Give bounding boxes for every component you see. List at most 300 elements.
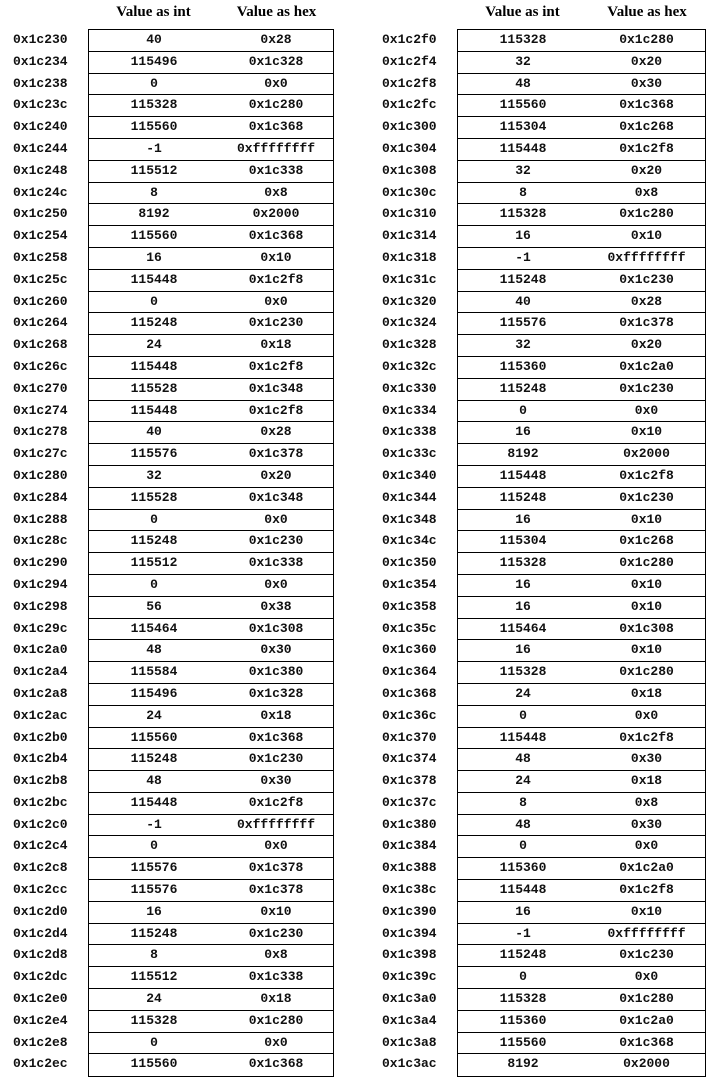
memory-address: 0x1c36c: [382, 707, 437, 723]
value-int-cell: 115576: [130, 860, 178, 876]
table-row: [458, 531, 705, 553]
table-row: [458, 139, 705, 161]
value-int-cell: 16: [146, 903, 162, 919]
table-row: [458, 74, 705, 96]
value-hex-cell: 0x1c2f8: [248, 794, 304, 810]
memory-address: 0x1c308: [382, 162, 437, 178]
table-row: [458, 117, 705, 139]
value-hex-cell: 0x1c378: [248, 860, 304, 876]
table-row: [458, 248, 705, 270]
value-hex-cell: 0x1c268: [619, 533, 674, 549]
value-int-cell: 16: [515, 576, 531, 592]
value-int-cell: 0: [150, 576, 158, 592]
table-row: [89, 575, 333, 597]
table-row: [89, 226, 333, 248]
value-hex-cell: 0x1c378: [619, 315, 674, 331]
memory-address: 0x1c304: [382, 140, 437, 156]
value-hex-cell: 0x1c378: [248, 882, 304, 898]
value-int-cell: 115464: [130, 620, 178, 636]
value-hex-cell: 0x1c308: [619, 620, 674, 636]
value-int-cell: 0: [519, 838, 527, 854]
table-row: [89, 444, 333, 466]
memory-address: 0x1c258: [13, 249, 68, 265]
memory-address: 0x1c2e4: [13, 1012, 68, 1028]
table-row: [89, 662, 333, 684]
memory-address: 0x1c264: [13, 315, 68, 331]
memory-address: 0x1c32c: [382, 358, 437, 374]
value-int-cell: 115512: [130, 555, 178, 571]
value-int-cell: 115560: [130, 729, 178, 745]
table-row: [89, 117, 333, 139]
memory-address: 0x1c24c: [13, 184, 68, 200]
value-int-cell: 115304: [499, 119, 547, 135]
table-row: [458, 640, 705, 662]
value-hex-cell: 0xffffffff: [236, 140, 315, 156]
memory-address: 0x1c374: [382, 751, 437, 767]
value-hex-cell: 0x1c2f8: [619, 882, 674, 898]
header-value-as-hex: Value as hex: [607, 4, 687, 20]
memory-address: 0x1c260: [13, 293, 68, 309]
memory-address: 0x1c26c: [13, 358, 68, 374]
value-int-cell: 56: [146, 598, 162, 614]
table-row: [458, 684, 705, 706]
value-hex-cell: 0x20: [630, 162, 663, 178]
table-row: [458, 728, 705, 750]
value-hex-cell: 0x2000: [252, 206, 300, 222]
value-int-cell: 115248: [130, 315, 178, 331]
memory-address: 0x1c290: [13, 555, 68, 571]
memory-address: 0x1c39c: [382, 969, 437, 985]
memory-address: 0x1c278: [13, 424, 68, 440]
value-hex-cell: 0x1c280: [619, 206, 674, 222]
value-int-cell: 115496: [130, 53, 178, 69]
value-int-cell: 115448: [499, 729, 547, 745]
value-hex-cell: 0x30: [260, 773, 292, 789]
value-hex-cell: 0x1c2a0: [619, 860, 674, 876]
value-hex-cell: 0x1c280: [619, 32, 674, 47]
table-row: [458, 30, 705, 52]
table-row: [458, 967, 705, 989]
value-int-cell: 32: [515, 53, 531, 69]
memory-address: 0x1c368: [382, 685, 437, 701]
value-hex-cell: 0x1c230: [248, 315, 304, 331]
memory-address: 0x1c2b4: [13, 751, 68, 767]
value-int-cell: 115576: [499, 315, 547, 331]
memory-address: 0x1c300: [382, 119, 437, 135]
table-row: [458, 226, 705, 248]
memory-address: 0x1c238: [13, 75, 68, 91]
value-int-cell: 115560: [130, 119, 178, 135]
table-row: [89, 684, 333, 706]
memory-address: 0x1c2d8: [13, 947, 68, 963]
memory-address: 0x1c320: [382, 293, 437, 309]
value-int-cell: 48: [515, 751, 531, 767]
memory-address: 0x1c234: [13, 53, 68, 69]
value-int-cell: 0: [519, 707, 527, 723]
memory-address: 0x1c2f0: [382, 32, 437, 47]
value-int-cell: -1: [515, 925, 531, 941]
value-hex-cell: 0x18: [630, 685, 663, 701]
table-row: [89, 270, 333, 292]
table-row: [89, 640, 333, 662]
value-hex-cell: 0x1c230: [248, 533, 304, 549]
table-row: [458, 597, 705, 619]
memory-address: 0x1c2b8: [13, 773, 68, 789]
value-int-cell: 115560: [499, 1034, 547, 1050]
value-hex-cell: 0x18: [260, 707, 292, 723]
table-row: [89, 989, 333, 1011]
value-int-cell: 8192: [507, 446, 539, 462]
memory-address: 0x1c328: [382, 337, 437, 353]
value-hex-cell: 0x1c368: [619, 97, 674, 113]
value-hex-cell: 0xffffffff: [607, 925, 686, 941]
table-row: [89, 52, 333, 74]
value-hex-cell: 0x0: [264, 838, 288, 854]
memory-address: 0x1c244: [13, 140, 68, 156]
value-hex-cell: 0x1c338: [248, 969, 304, 985]
value-int-cell: 8: [150, 947, 158, 963]
value-hex-cell: 0x30: [630, 751, 663, 767]
value-hex-cell: 0x10: [630, 642, 663, 658]
memory-address: 0x1c2d0: [13, 903, 68, 919]
table-row: [458, 793, 705, 815]
value-hex-cell: 0x1c2a0: [619, 358, 674, 374]
memory-address: 0x1c34c: [382, 533, 437, 549]
memory-address: 0x1c38c: [382, 882, 437, 898]
table-row: [89, 749, 333, 771]
table-row: [89, 379, 333, 401]
value-hex-cell: 0x1c368: [248, 729, 304, 745]
value-int-cell: 0: [150, 75, 158, 91]
memory-address: 0x1c378: [382, 773, 437, 789]
memory-address: 0x1c350: [382, 555, 437, 571]
memory-address: 0x1c31c: [382, 271, 437, 287]
table-row: [458, 183, 705, 205]
memory-address: 0x1c3ac: [382, 1056, 437, 1072]
value-int-cell: 8: [150, 184, 158, 200]
memory-address: 0x1c35c: [382, 620, 437, 636]
memory-address: 0x1c294: [13, 576, 68, 592]
table-row: [89, 880, 333, 902]
value-int-cell: 8: [519, 184, 527, 200]
value-hex-cell: 0x2000: [623, 1056, 670, 1072]
table-row: [458, 771, 705, 793]
table-row: [458, 858, 705, 880]
memory-address: 0x1c33c: [382, 446, 437, 462]
table-row: [458, 270, 705, 292]
header-value-as-int: Value as int: [116, 4, 191, 20]
value-hex-cell: 0x28: [260, 32, 292, 47]
value-hex-cell: 0x1c308: [248, 620, 304, 636]
value-hex-cell: 0x38: [260, 598, 292, 614]
table-row: [458, 292, 705, 314]
value-hex-cell: 0x1c230: [619, 380, 674, 396]
value-hex-cell: 0x1c2f8: [619, 140, 674, 156]
table-row: [458, 204, 705, 226]
value-int-cell: 115304: [499, 533, 547, 549]
memory-address: 0x1c248: [13, 162, 68, 178]
value-int-cell: 16: [515, 228, 531, 244]
table-row: [89, 335, 333, 357]
value-hex-cell: 0x0: [264, 511, 288, 527]
value-int-cell: -1: [146, 140, 162, 156]
memory-address: 0x1c230: [13, 32, 68, 47]
value-hex-cell: 0x1c280: [248, 1012, 304, 1028]
memory-address: 0x1c360: [382, 642, 437, 658]
memory-address: 0x1c30c: [382, 184, 437, 200]
memory-address: 0x1c384: [382, 838, 437, 854]
value-int-cell: 115248: [499, 380, 547, 396]
value-int-cell: 115248: [130, 533, 178, 549]
memory-address: 0x1c3a4: [382, 1012, 437, 1028]
table-row: [458, 379, 705, 401]
memory-address: 0x1c29c: [13, 620, 68, 636]
table-row: [89, 488, 333, 510]
value-hex-cell: 0x1c280: [248, 97, 304, 113]
memory-table: [457, 29, 706, 1077]
table-row: [89, 510, 333, 532]
value-int-cell: 115448: [130, 794, 178, 810]
table-row: [458, 401, 705, 423]
table-row: [89, 161, 333, 183]
value-hex-cell: 0x1c2f8: [619, 729, 674, 745]
table-row: [89, 95, 333, 117]
value-int-cell: 115576: [130, 446, 178, 462]
table-row: [89, 815, 333, 837]
value-hex-cell: 0x8: [634, 794, 659, 810]
value-hex-cell: 0x0: [634, 707, 659, 723]
table-row: [89, 401, 333, 423]
memory-address: 0x1c310: [382, 206, 437, 222]
table-row: [458, 1033, 705, 1055]
table-row: [458, 706, 705, 728]
memory-address: 0x1c324: [382, 315, 437, 331]
memory-address: 0x1c2f8: [382, 75, 437, 91]
memory-address: 0x1c334: [382, 402, 437, 418]
table-row: [458, 488, 705, 510]
value-hex-cell: 0x20: [630, 337, 663, 353]
value-int-cell: -1: [515, 249, 531, 265]
memory-address: 0x1c2a0: [13, 642, 68, 658]
table-row: [458, 466, 705, 488]
value-int-cell: 8192: [138, 206, 170, 222]
value-int-cell: 115528: [130, 489, 178, 505]
value-hex-cell: 0x8: [634, 184, 659, 200]
value-hex-cell: 0xffffffff: [236, 816, 315, 832]
value-int-cell: 24: [146, 337, 162, 353]
value-int-cell: 115560: [130, 1056, 178, 1072]
table-row: [89, 945, 333, 967]
value-int-cell: 115496: [130, 685, 178, 701]
value-hex-cell: 0x18: [630, 773, 663, 789]
memory-address: 0x1c270: [13, 380, 68, 396]
value-hex-cell: 0x0: [634, 402, 659, 418]
value-hex-cell: 0x1c280: [619, 664, 674, 680]
memory-address: 0x1c254: [13, 228, 68, 244]
value-int-cell: 115448: [499, 140, 547, 156]
memory-address: 0x1c23c: [13, 97, 68, 113]
table-row: [89, 466, 333, 488]
table-row: [458, 749, 705, 771]
table-row: [458, 880, 705, 902]
memory-address: 0x1c25c: [13, 271, 68, 287]
value-hex-cell: 0x0: [264, 1034, 288, 1050]
value-int-cell: 0: [150, 1034, 158, 1050]
value-int-cell: 115576: [130, 882, 178, 898]
value-int-cell: 115360: [499, 1012, 547, 1028]
value-hex-cell: 0x0: [634, 838, 659, 854]
memory-table: [88, 29, 334, 1077]
memory-address: 0x1c390: [382, 903, 437, 919]
table-row: [458, 444, 705, 466]
memory-address: 0x1c2bc: [13, 794, 68, 810]
value-int-cell: 8: [519, 794, 527, 810]
table-row: [89, 771, 333, 793]
memory-address: 0x1c314: [382, 228, 437, 244]
value-int-cell: 16: [515, 642, 531, 658]
value-int-cell: 115328: [130, 97, 178, 113]
memory-address: 0x1c318: [382, 249, 437, 265]
table-row: [89, 1011, 333, 1033]
memory-address: 0x1c380: [382, 816, 437, 832]
memory-address: 0x1c3a0: [382, 991, 437, 1007]
header-value-as-hex: Value as hex: [236, 4, 317, 20]
table-row: [89, 204, 333, 226]
memory-address: 0x1c284: [13, 489, 68, 505]
value-hex-cell: 0x1c280: [619, 555, 674, 571]
value-int-cell: 0: [519, 969, 527, 985]
value-hex-cell: 0x2000: [623, 446, 670, 462]
memory-address: 0x1c3a8: [382, 1034, 437, 1050]
memory-address: 0x1c358: [382, 598, 437, 614]
table-row: [458, 161, 705, 183]
table-row: [458, 1054, 705, 1076]
value-int-cell: 115448: [499, 467, 547, 483]
value-int-cell: 16: [146, 249, 162, 265]
memory-address: 0x1c250: [13, 206, 68, 222]
value-hex-cell: 0x10: [630, 424, 663, 440]
value-hex-cell: 0x10: [630, 511, 663, 527]
value-int-cell: 16: [515, 598, 531, 614]
table-row: [89, 1033, 333, 1055]
value-hex-cell: 0x1c368: [248, 1056, 304, 1072]
value-int-cell: 48: [146, 773, 162, 789]
memory-address: 0x1c28c: [13, 533, 68, 549]
memory-address: 0x1c394: [382, 925, 437, 941]
value-int-cell: 24: [515, 773, 531, 789]
value-hex-cell: 0x20: [630, 53, 663, 69]
value-int-cell: 115248: [499, 947, 547, 963]
table-row: [458, 575, 705, 597]
value-hex-cell: 0x30: [630, 816, 663, 832]
table-row: [458, 553, 705, 575]
value-hex-cell: 0x1c368: [619, 1034, 674, 1050]
table-row: [458, 422, 705, 444]
value-int-cell: 115512: [130, 162, 178, 178]
table-row: [89, 597, 333, 619]
value-int-cell: 115512: [130, 969, 178, 985]
value-int-cell: 48: [515, 75, 531, 91]
memory-address: 0x1c340: [382, 467, 437, 483]
table-row: [89, 313, 333, 335]
value-int-cell: 40: [146, 424, 162, 440]
memory-address: 0x1c364: [382, 664, 437, 680]
value-hex-cell: 0x1c230: [619, 271, 674, 287]
value-int-cell: 115448: [130, 358, 178, 374]
value-hex-cell: 0x1c338: [248, 555, 304, 571]
value-int-cell: -1: [146, 816, 162, 832]
memory-address: 0x1c348: [382, 511, 437, 527]
value-int-cell: 115560: [499, 97, 547, 113]
value-hex-cell: 0x1c368: [248, 119, 304, 135]
table-row: [89, 74, 333, 96]
value-hex-cell: 0x10: [630, 228, 663, 244]
table-row: [458, 989, 705, 1011]
value-int-cell: 32: [515, 337, 531, 353]
memory-address: 0x1c388: [382, 860, 437, 876]
table-row: [89, 1054, 333, 1076]
table-row: [458, 902, 705, 924]
value-int-cell: 115560: [130, 228, 178, 244]
value-hex-cell: 0x1c280: [619, 991, 674, 1007]
value-int-cell: 115360: [499, 860, 547, 876]
table-row: [89, 619, 333, 641]
table-row: [89, 183, 333, 205]
value-hex-cell: 0x1c230: [248, 751, 304, 767]
memory-address: 0x1c2cc: [13, 882, 68, 898]
memory-address: 0x1c37c: [382, 794, 437, 810]
memory-address: 0x1c338: [382, 424, 437, 440]
value-int-cell: 0: [150, 511, 158, 527]
value-int-cell: 16: [515, 424, 531, 440]
value-hex-cell: 0x30: [260, 642, 292, 658]
memory-address: 0x1c354: [382, 576, 437, 592]
value-int-cell: 40: [146, 32, 162, 47]
table-row: [89, 924, 333, 946]
table-row: [89, 967, 333, 989]
table-row: [89, 858, 333, 880]
table-row: [89, 553, 333, 575]
table-row: [89, 422, 333, 444]
value-hex-cell: 0x1c2a0: [619, 1012, 674, 1028]
value-hex-cell: 0x1c2f8: [248, 402, 304, 418]
memory-address: 0x1c344: [382, 489, 437, 505]
value-hex-cell: 0x18: [260, 337, 292, 353]
value-int-cell: 40: [515, 293, 531, 309]
value-hex-cell: 0x1c328: [248, 53, 304, 69]
value-int-cell: 115328: [499, 555, 547, 571]
value-hex-cell: 0x1c348: [248, 380, 304, 396]
address-column: [369, 29, 457, 1075]
value-int-cell: 115328: [499, 206, 547, 222]
value-int-cell: 115448: [499, 882, 547, 898]
value-hex-cell: 0x1c378: [248, 446, 304, 462]
header-value-as-int: Value as int: [485, 4, 560, 20]
table-row: [89, 793, 333, 815]
value-int-cell: 115248: [499, 271, 547, 287]
memory-address: 0x1c2ec: [13, 1056, 68, 1072]
memory-address: 0x1c2c0: [13, 816, 68, 832]
table-row: [89, 248, 333, 270]
memory-address: 0x1c288: [13, 511, 68, 527]
value-int-cell: 115328: [499, 991, 547, 1007]
value-hex-cell: 0x30: [630, 75, 663, 91]
value-int-cell: 0: [150, 293, 158, 309]
value-hex-cell: 0x8: [264, 947, 288, 963]
table-row: [458, 662, 705, 684]
memory-address: 0x1c2fc: [382, 97, 437, 113]
value-int-cell: 115528: [130, 380, 178, 396]
